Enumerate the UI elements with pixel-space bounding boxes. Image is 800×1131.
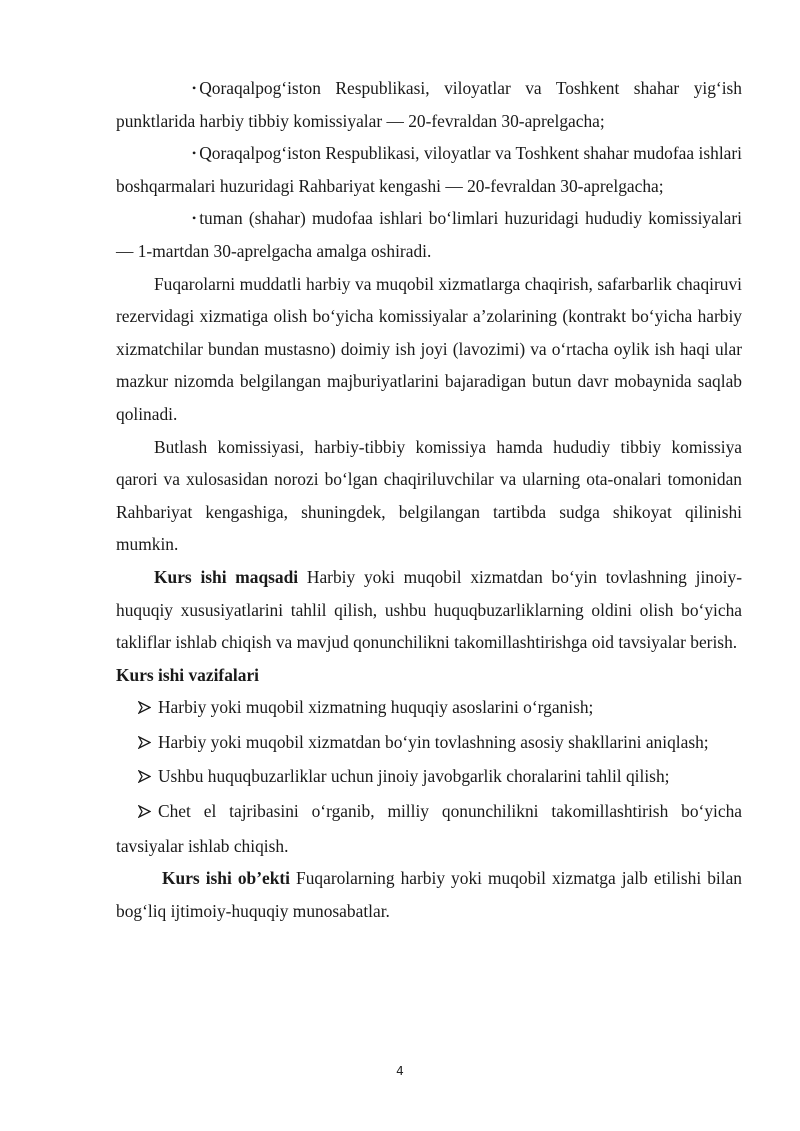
arrow-bullet-icon [138, 693, 158, 726]
object-label: Kurs ishi ob’ekti [162, 868, 291, 889]
body-paragraph: Butlash komissiyasi, harbiy-tibbiy komissiya hamda hududiy tibbiy komissiya qarori va xulosasidan norozi bo‘lgan chaqiriluvchilar va ularning ota-onalari tomonidan Rahbariyat kengashiga, shuningdek, belgilangan tartibda sudga shikoyat qilinishi mumkin. [116, 436, 742, 555]
arrow-bullet-icon [138, 797, 158, 830]
bullet-text: Qoraqalpog‘iston Respublikasi, viloyatlar va Toshkent shahar mudofaa ishlari boshqarmalari huzuridagi Rahbariyat kengashi — 20-fevraldan 30-aprelgacha; [116, 143, 742, 196]
page-body [116, 72, 742, 927]
task-text: Harbiy yoki muqobil xizmatning huquqiy asoslarini o‘rganish; [158, 697, 594, 718]
bullet-text: tuman (shahar) mudofaa ishlari bo‘limlari huzuridagi hududiy komissiyalari — 1-martdan 30-aprelgacha amalga oshiradi. [116, 208, 742, 261]
bullet-item [116, 137, 742, 202]
task-item [116, 795, 742, 862]
bullet-dot-icon: • [192, 211, 197, 226]
page-number: 4 [396, 1064, 404, 1078]
goal-text: Harbiy yoki muqobil xizmatdan bo‘yin tovlashning jinoiy-huquqiy xususiyatlarini tahlil qilish, ushbu huquqbuzarliklarning oldini olish bo‘yicha takliflar ishlab chiqish va mavjud qonunchilikni takomillashtirishga oid tavsiyalar berish. [116, 566, 742, 653]
task-text: Chet el tajribasini o‘rganib, milliy qonunchilikni takomillashtirish bo‘yicha tavsiyalar ishlab chiqish. [116, 801, 742, 856]
tasks-heading: Kurs ishi vazifalari [116, 664, 259, 685]
task-item [116, 691, 742, 726]
bullet-item [116, 202, 742, 267]
task-item [116, 726, 742, 761]
bullet-item [116, 72, 742, 137]
goal-label: Kurs ishi maqsadi [154, 566, 299, 587]
arrow-bullet-icon [138, 728, 158, 761]
object-paragraph [116, 862, 742, 927]
bullet-dot-icon: • [192, 146, 197, 161]
body-paragraph: Fuqarolarni muddatli harbiy va muqobil xizmatlarga chaqirish, safarbarlik chaqiruvi rezervidagi xizmatiga olish bo‘yicha komissiyalar a’zolarining (kontrakt bo‘yicha harbiy xizmatchilar bundan mustasno) doimiy ish joyi (lavozimi) va o‘rtacha oylik ish haqi ular mazkur nizomda belgilangan majburiyatlarini bajaradigan butun davr mobaynida saqlab qolinadi. [116, 273, 742, 424]
bullet-dot-icon: • [192, 81, 197, 95]
task-item [116, 760, 742, 795]
task-text: Ushbu huquqbuzarliklar uchun jinoiy javobgarlik choralarini tahlil qilish; [158, 766, 670, 787]
task-text: Harbiy yoki muqobil xizmatdan bo‘yin tovlashning asosiy shakllarini aniqlash; [158, 731, 709, 752]
goal-paragraph [116, 561, 742, 659]
bullet-text: Qoraqalpog‘iston Respublikasi, viloyatlar va Toshkent shahar yig‘ish punktlarida harbiy tibbiy komissiyalar — 20-fevraldan 30-aprelgacha; [116, 78, 742, 131]
object-text: Fuqarolarning harbiy yoki muqobil xizmatga jalb etilishi bilan bog‘liq ijtimoiy-huquqiy munosabatlar. [116, 868, 742, 921]
arrow-bullet-icon [138, 762, 158, 795]
